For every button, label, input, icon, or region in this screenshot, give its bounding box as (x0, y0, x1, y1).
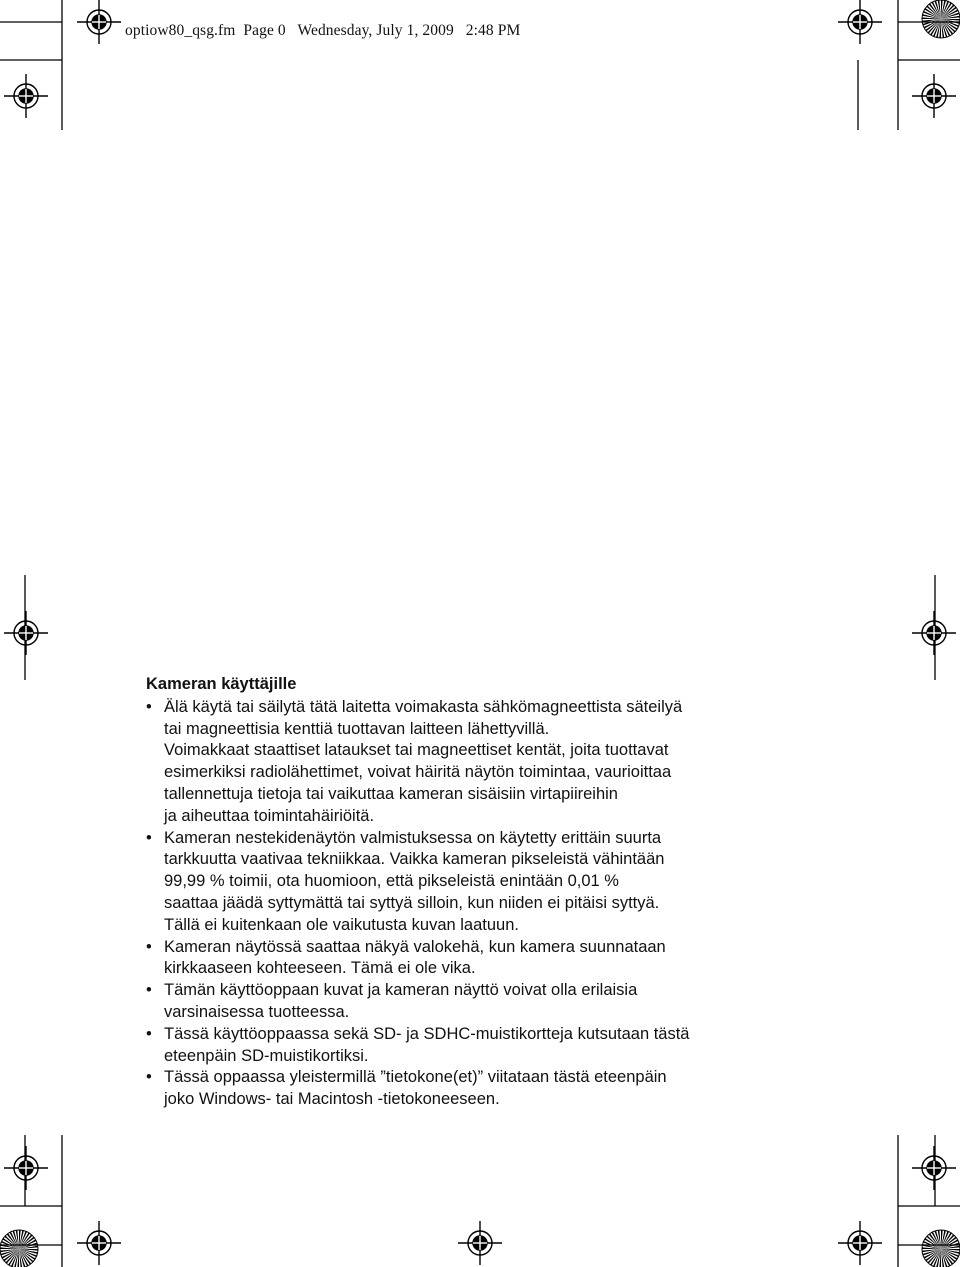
list-item-text: Tässä oppaassa yleistermillä ”tietokone(et)” viitataan tästä eteenpäin joko Windows- tai Macintosh -tietokoneeseen. (164, 1068, 667, 1109)
list-item (146, 1024, 836, 1068)
slug-filename: optiow80_qsg.fm (125, 22, 236, 39)
section-heading: Kameran käyttäjille (146, 675, 297, 693)
starburst-mark-icon (0, 1230, 38, 1267)
list-item-text: Tämän käyttöoppaan kuvat ja kameran näyttö voivat olla erilaisia varsinaisessa tuotteessa. (164, 981, 638, 1021)
bullet-marker: • (146, 1068, 152, 1087)
bullet-marker: • (146, 1024, 152, 1043)
starburst-mark-icon (922, 0, 960, 38)
bullet-marker: • (146, 981, 152, 1000)
list-item-text: Kameran nestekidenäytön valmistuksessa on käytetty erittäin suurta tarkkuutta vaativaa tekniikkaa. Vaikka kameran pikseleistä vähintään 99,99 % toimii, ota huomioon, että pikseleistä enintään 0,01 % saattaa jäädä syttymättä tai syttyä silloin, kun niiden ei pitäisi syttyä. Tällä ei kuitenkaan ole vaikutusta kuvan laatuun. (164, 828, 665, 934)
list-item-text: Älä käytä tai säilytä tätä laitetta voimakasta sähkömagneettista säteilyä tai magneettisia kenttiä tuottavan laitteen lähettyvillä. Voimakkaat staattiset lataukset tai magneettiset kentät, joita tuottavat esimerkiksi radiolähettimet, voivat häiritä näytön toimintaa, vaurioittaa tallennettuja tietoja tai vaikuttaa kameran sisäisiin virtapiireihin ja aiheuttaa toimintahäiriöitä. (164, 697, 683, 825)
bullet-marker: • (146, 697, 152, 716)
slug-page-label: Page 0 (243, 22, 286, 39)
slug-time: 2:48 PM (465, 22, 521, 39)
list-item (146, 937, 836, 981)
document-body (146, 674, 836, 1111)
list-item (146, 980, 836, 1024)
list-item (146, 697, 836, 828)
starburst-mark-icon (922, 1230, 960, 1267)
bullet-marker: • (146, 937, 152, 956)
print-slug-header (125, 22, 524, 40)
list-item-text: Tässä käyttöoppaassa sekä SD- ja SDHC-muistikortteja kutsutaan tästä eteenpäin SD-muistikortiksi. (164, 1024, 690, 1065)
bullet-list (146, 697, 836, 1111)
list-item-text: Kameran näytössä saattaa näkyä valokehä, kun kamera suunnataan kirkkaaseen kohteeseen. Tämä ei ole vika. (164, 937, 666, 978)
list-item (146, 1067, 836, 1111)
slug-date: Wednesday, July 1, 2009 (297, 22, 454, 39)
list-item (146, 828, 836, 937)
bullet-marker: • (146, 828, 152, 847)
